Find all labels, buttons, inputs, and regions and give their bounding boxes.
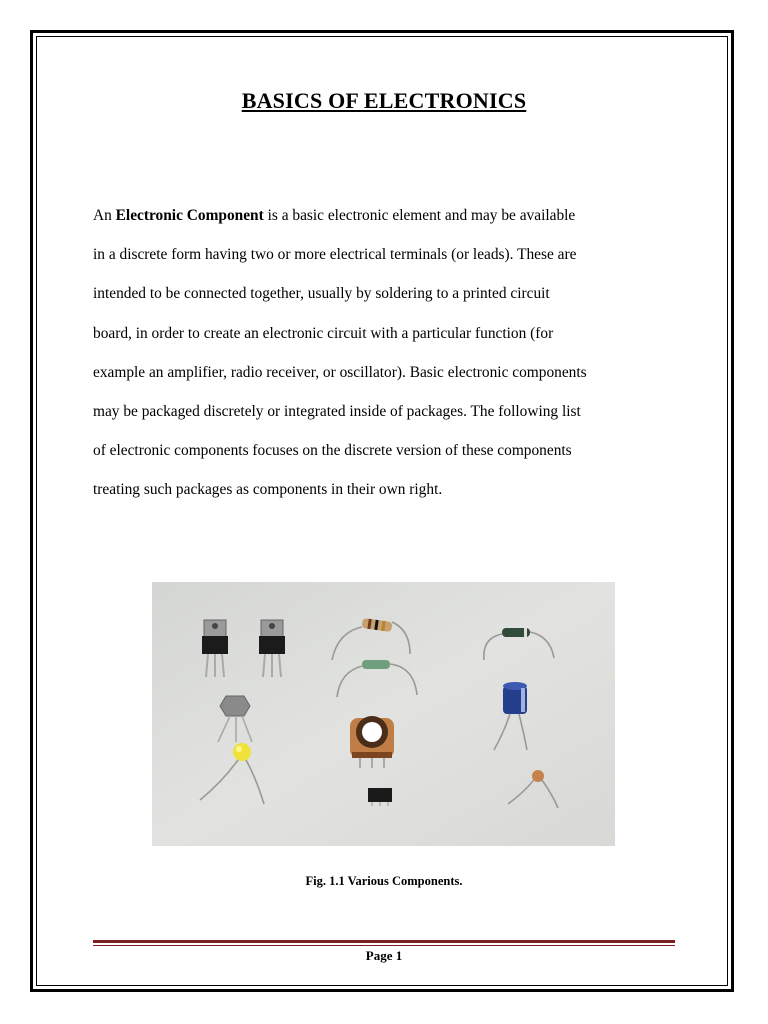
ic-chip [368, 788, 392, 806]
line-text: is a basic electronic element and may be available [263, 207, 576, 224]
bold-term: Electronic Component [115, 207, 264, 224]
page-title: BASICS OF ELECTRONICS [241, 88, 527, 113]
intro-paragraph [93, 196, 693, 510]
components-photo [152, 582, 615, 846]
paragraph-line: intended to be connected together, usually by soldering to a printed circuit [93, 285, 550, 303]
paragraph-line: board, in order to create an electronic circuit with a particular function (for [93, 324, 554, 342]
paragraph-line: of electronic components focuses on the discrete version of these components [93, 442, 572, 460]
voltage-regulator-2 [259, 620, 285, 677]
paragraph-line [93, 196, 693, 235]
voltage-regulator-1 [202, 620, 228, 677]
figure-caption: Fig. 1.1 Various Components. [305, 874, 463, 888]
paragraph-line: treating such packages as components in their own right. [93, 481, 443, 499]
footer-rule-thick [93, 940, 675, 943]
paragraph-line: in a discrete form having two or more electrical terminals (or leads). These are [93, 246, 577, 264]
paragraph-line: may be packaged discretely or integrated inside of packages. The following list [93, 403, 581, 421]
footer-rule-thin [93, 945, 675, 946]
lead-prefix: An [93, 207, 116, 224]
paragraph-line: example an amplifier, radio receiver, or oscillator). Basic electronic components [93, 363, 587, 381]
page-number: Page 1 [365, 948, 403, 963]
